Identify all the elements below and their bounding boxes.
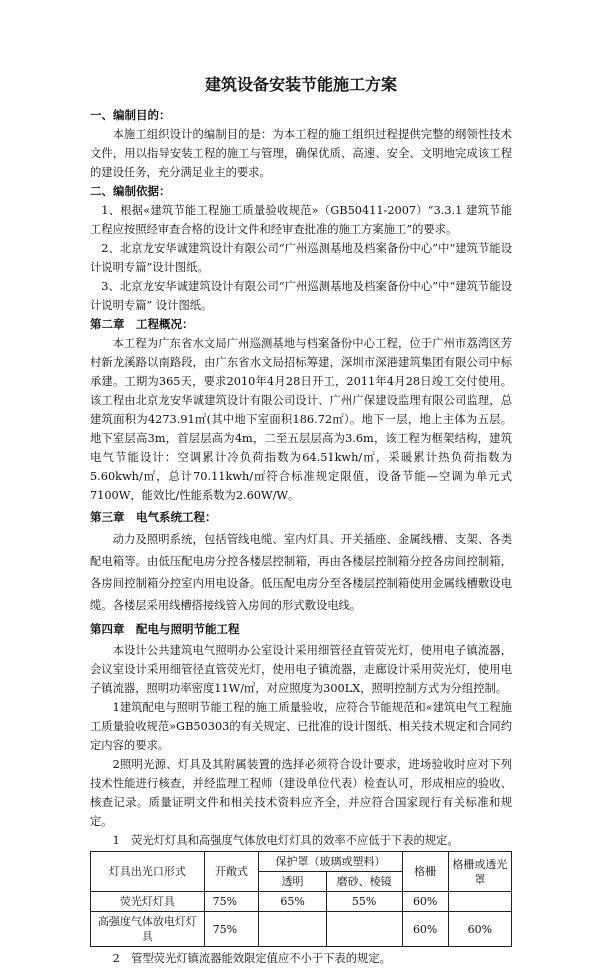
row2-open: 75% (204, 912, 259, 947)
row1-transparent: 65% (259, 892, 326, 912)
table-row (91, 912, 512, 947)
basis-item-2: 2、北京龙安华诚建筑设计有限公司“广州巡测基地及档案备份中心”中“建筑节能设计说明专篇”设计图纸。 (90, 242, 512, 274)
chapter2-paragraph: 本工程为广东省水文局广州巡测基地与档案备份中心工程，位于广州市荔湾区芳村新龙溪路以南路段，由广东省水文局招标筹建，深圳市深港建筑集团有限公司中标承建。工期为365天，要求2010年4月28日开工，2011年4月28日竣工交付使用。该工程由北京龙安华诚建筑设计有限公司设计、广州广保建设监理有限公司监理，总建筑面积为4273.91㎡(其中地下室面积186.72㎡）。地下一层，地上主体为五层。地下室层高3m，首层层高为4m，二至五层层高为3.6m，该工程为框架结构，建筑电气节能设计：空调累计冷负荷指数为64.51kwh/㎡，采暖累计热负荷指数为5.60kwh/㎡，总计70.11kwh/㎡符合标准规定限值，设备节能—空调为单元式7100W，能效比/性能系数为2.60W/W。 (90, 337, 512, 502)
header-grille: 格栅 (402, 852, 448, 892)
row1-frosted: 55% (326, 892, 402, 912)
header-protective-cover: 保护罩（玻璃或塑料） (259, 852, 402, 872)
header-frosted-prism: 磨砂、棱镜 (326, 872, 402, 892)
chapter4-paragraph-3: 2照明光源、灯具及其附属装置的选择必须符合设计要求，进场验收时应对下列技术性能进行核查，并经监理工程师（建设单位代表）检查认可，形成相应的验收、核查记录。质量证明文件和相关技术资料应齐全，并应符合国家现行有关标准和规定。 (90, 758, 512, 828)
row1-open: 75% (204, 892, 259, 912)
header-open-type: 开敞式 (204, 852, 259, 892)
chapter3-paragraph: 动力及照明系统，包括管线电缆、室内灯具、开关插座、金属线槽、支架、各类配电箱等。由低压配电房分控各楼层控制箱，再由各楼层控制箱分控各房间控制箱，各房间控制箱分控室内用电设备。低压配电房分至各楼层控制箱使用金属线槽敷设电缆。各楼层采用线槽搭接线管入房间的形式敷设电线。 (90, 533, 512, 612)
table-row (91, 892, 512, 912)
row1-grille: 60% (402, 892, 448, 912)
row2-grille-or-diffuser: 60% (448, 912, 511, 947)
document-title: 建筑设备安装节能施工方案 (204, 75, 397, 94)
chapter4-heading: 第四章 配电与照明节能工程 (90, 622, 240, 636)
basis-item-3: 3、北京龙安华诚建筑设计有限公司“广州巡测基地及档案备份中心”中“建筑节能设计说明专篇” 设计图纸。 (90, 280, 512, 312)
chapter3-heading: 第三章 电气系统工程： (90, 510, 217, 524)
luminaire-efficiency-table (90, 851, 512, 947)
chapter4-paragraph-5: 2 管型荧光灯镇流器能效限定值应不小于下表的规定。 (112, 952, 391, 965)
table-header-row (91, 852, 512, 872)
row2-transparent (259, 912, 326, 947)
chapter4-paragraph-1: 本设计公共建筑电气照明办公室设计采用细管径直管荧光灯，使用电子镇流器，会议室设计采用细管径直管荧光灯，使用电子镇流器，走廊设计采用荧光灯，使用电子镇流器，照明功率密度11W/㎡，对应照度为300LX，照明控制方式为分组控制。 (90, 644, 512, 695)
row1-name: 荧光灯灯具 (91, 892, 205, 912)
header-outlet-form: 灯具出光口形式 (91, 852, 205, 892)
chapter4-paragraph-4: 1 荧光灯灯具和高强度气体放电灯灯具的效率不应低于下表的规定。 (112, 834, 459, 847)
section-basis-heading: 二、编制依据： (90, 184, 171, 198)
basis-item-1: 1、根据«建筑节能工程施工质量验收规范»（GB50411-2007）“3.3.1 建筑节能工程应按照经审查合格的设计文件和经审查批准的施工方案施工”的要求。 (90, 204, 512, 236)
row2-grille: 60% (402, 912, 448, 947)
row2-frosted (326, 912, 402, 947)
row2-name: 高强度气体放电灯灯具 (91, 912, 205, 947)
header-transparent: 透明 (259, 872, 326, 892)
purpose-paragraph: 本施工组织设计的编制目的是：为本工程的施工组织过程提供完整的纲领性技术文件，用以指导安装工程的施工与管理，确保优质、高速、安全、文明地完成该工程的建设任务，充分满足业主的要求。 (90, 128, 512, 179)
chapter4-paragraph-2: 1建筑配电与照明节能工程的施工质量验收，应符合节能规范和«建筑电气工程施工质量验收规范»GB50303的有关规定、已批准的设计图纸、相关技术规定和合同约定内容的要求。 (90, 701, 512, 752)
section-purpose-heading: 一、编制目的： (90, 108, 171, 122)
row1-grille-or-diffuser (448, 892, 511, 912)
header-grille-or-diffuser: 格栅或透光罩 (448, 852, 511, 892)
chapter2-heading: 第二章 工程概况： (90, 317, 194, 331)
